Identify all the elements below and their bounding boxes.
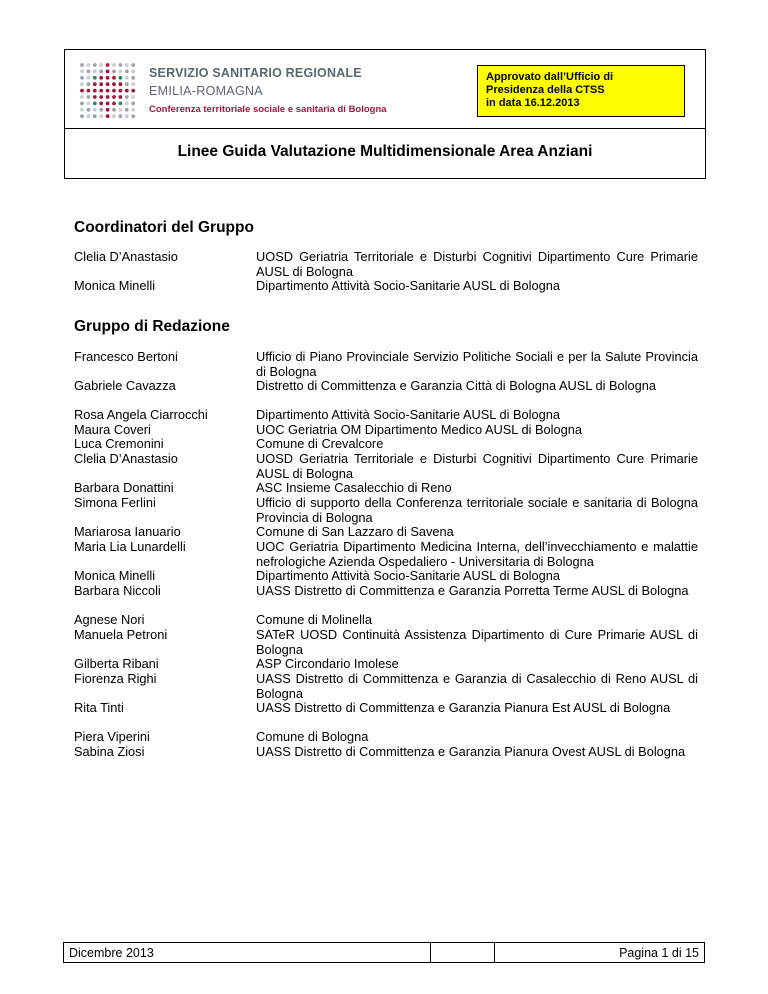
logo-dot [106,95,110,99]
logo-dot [125,89,129,93]
document-header [64,49,706,179]
person-affiliation: Distretto di Committenza e Garanzia Città di Bologna AUSL di Bologna [256,378,656,393]
logo-dot [99,70,103,74]
editors-heading: Gruppo di Redazione [74,318,230,335]
logo-dot [80,82,84,86]
regional-health-service-logo [79,62,439,122]
logo-dot [80,95,84,99]
logo-dot [99,95,103,99]
logo-dot [119,82,123,86]
person-name: Rosa Angela Ciarrocchi [74,407,208,422]
logo-dot [131,82,135,86]
logo-dot [80,89,84,93]
person-affiliation: UASS Distretto di Committenza e Garanzia di Casalecchio di Reno AUSL di Bologna [256,671,698,701]
footer-date: Dicembre 2013 [69,946,154,960]
person-name: Sabina Ziosi [74,744,145,759]
logo-dot [131,89,135,93]
logo-dot [131,108,135,112]
logo-dot [131,76,135,80]
logo-dot [87,102,91,106]
logo-dot [93,76,97,80]
person-name: Agnese Nori [74,612,145,627]
logo-dot [80,76,84,80]
logo-dot [99,63,103,67]
logo-dot [99,102,103,106]
person-name: Rita Tinti [74,700,124,715]
logo-dot [131,114,135,118]
approval-line-3: in data 16.12.2013 [486,97,580,109]
logo-dot [106,108,110,112]
dot-grid-logo-icon [79,62,139,120]
header-divider [65,128,705,129]
logo-dot [93,102,97,106]
logo-dot [87,108,91,112]
logo-dot [131,70,135,74]
person-affiliation: UOSD Geriatria Territoriale e Disturbi Cognitivi Dipartimento Cure Primarie AUSL di Bologna [256,451,698,481]
approval-line-1: Approvato dall’Ufficio di [486,71,614,83]
person-name: Barbara Niccoli [74,583,161,598]
logo-dot [119,114,123,118]
person-affiliation: UOC Geriatria Dipartimento Medicina Interna, dell’invecchiamento e malattie nefrologiche Azienda Ospedaliero - Universitaria di Bologna [256,539,698,569]
person-name: Clelia D’Anastasio [74,249,178,264]
logo-dot [87,63,91,67]
person-affiliation: SATeR UOSD Continuità Assistenza Dipartimento di Cure Primarie AUSL di Bologna [256,627,698,657]
person-name: Monica Minelli [74,278,156,293]
logo-dot [125,108,129,112]
logo-dot [106,70,110,74]
logo-line-2: EMILIA-ROMAGNA [149,84,263,98]
person-affiliation: Comune di San Lazzaro di Savena [256,524,454,539]
logo-dot [119,89,123,93]
person-name: Barbara Donattini [74,480,174,495]
person-name: Maura Coveri [74,422,151,437]
logo-dot [80,114,84,118]
person-name: Fiorenza Righi [74,671,157,686]
logo-dot [93,63,97,67]
logo-dot [106,76,110,80]
logo-dot [99,108,103,112]
person-affiliation: Ufficio di supporto della Conferenza territoriale sociale e sanitaria di Bologna Provincia di Bologna [256,495,698,525]
approval-note [477,65,685,117]
footer-divider [494,943,495,962]
logo-dot [119,102,123,106]
logo-dot [112,82,116,86]
person-name: Francesco Bertoni [74,349,178,364]
person-affiliation: Comune di Molinella [256,612,372,627]
logo-line-1: SERVIZIO SANITARIO REGIONALE [149,66,362,80]
person-name: Monica Minelli [74,568,156,583]
person-affiliation: UOC Geriatria OM Dipartimento Medico AUSL di Bologna [256,422,582,437]
logo-dot [87,95,91,99]
person-affiliation: Dipartimento Attività Socio-Sanitarie AUSL di Bologna [256,278,560,293]
coordinators-heading: Coordinatori del Gruppo [74,219,254,236]
logo-dot [106,82,110,86]
logo-dot [80,70,84,74]
logo-dot [125,63,129,67]
logo-dot [125,82,129,86]
logo-dot [112,63,116,67]
logo-dot [119,70,123,74]
person-affiliation: UASS Distretto di Committenza e Garanzia Porretta Terme AUSL di Bologna [256,583,689,598]
logo-dot [131,102,135,106]
logo-dot [112,114,116,118]
page-footer [63,942,705,963]
logo-dot [119,76,123,80]
logo-dot [112,89,116,93]
logo-dot [131,63,135,67]
logo-dot [112,95,116,99]
logo-dot [93,114,97,118]
logo-dot [112,108,116,112]
logo-dot [125,70,129,74]
logo-dot [125,76,129,80]
logo-dot [87,114,91,118]
logo-dot [87,70,91,74]
person-affiliation: Comune di Crevalcore [256,436,384,451]
approval-line-2: Presidenza della CTSS [486,84,605,96]
logo-dot [80,108,84,112]
logo-dot [99,114,103,118]
logo-dot [99,76,103,80]
logo-dot [80,63,84,67]
person-name: Clelia D’Anastasio [74,451,178,466]
logo-dot [93,95,97,99]
logo-dot [131,95,135,99]
logo-dot [125,114,129,118]
logo-dot [99,82,103,86]
person-name: Piera Viperini [74,729,150,744]
logo-dot [106,114,110,118]
person-name: Simona Ferlini [74,495,156,510]
logo-dot [106,102,110,106]
person-name: Maria Lia Lunardelli [74,539,186,554]
person-affiliation: Comune di Bologna [256,729,369,744]
logo-dot [112,102,116,106]
logo-dot [119,63,123,67]
person-affiliation: UOSD Geriatria Territoriale e Disturbi Cognitivi Dipartimento Cure Primarie AUSL di Bologna [256,249,698,279]
logo-dot [125,95,129,99]
logo-dot [93,70,97,74]
logo-dot [112,76,116,80]
person-affiliation: ASC Insieme Casalecchio di Reno [256,480,452,495]
logo-dot [93,108,97,112]
logo-dot [87,89,91,93]
logo-dot [106,63,110,67]
person-name: Luca Cremonini [74,436,164,451]
person-affiliation: UASS Distretto di Committenza e Garanzia Pianura Ovest AUSL di Bologna [256,744,686,759]
logo-dot [80,102,84,106]
logo-line-3: Conferenza territoriale sociale e sanitaria di Bologna [149,104,387,115]
person-affiliation: UASS Distretto di Committenza e Garanzia Pianura Est AUSL di Bologna [256,700,671,715]
person-affiliation: ASP Circondario Imolese [256,656,399,671]
person-affiliation: Dipartimento Attività Socio-Sanitarie AUSL di Bologna [256,568,560,583]
logo-dot [119,95,123,99]
logo-dot [87,76,91,80]
person-name: Manuela Petroni [74,627,168,642]
person-affiliation: Dipartimento Attività Socio-Sanitarie AUSL di Bologna [256,407,560,422]
logo-dot [125,102,129,106]
footer-divider [430,943,431,962]
document-title: Linee Guida Valutazione Multidimensionale Area Anziani [177,143,593,160]
logo-dot [93,89,97,93]
person-name: Gilberta Ribani [74,656,159,671]
person-affiliation: Ufficio di Piano Provinciale Servizio Politiche Sociali e per la Salute Provincia di Bologna [256,349,698,379]
logo-dot [112,70,116,74]
person-name: Gabriele Cavazza [74,378,176,393]
person-name: Mariarosa Ianuario [74,524,181,539]
logo-dot [87,82,91,86]
logo-dot [106,89,110,93]
footer-page-number: Pagina 1 di 15 [619,946,699,960]
logo-dot [93,82,97,86]
logo-dot [99,89,103,93]
logo-dot [119,108,123,112]
